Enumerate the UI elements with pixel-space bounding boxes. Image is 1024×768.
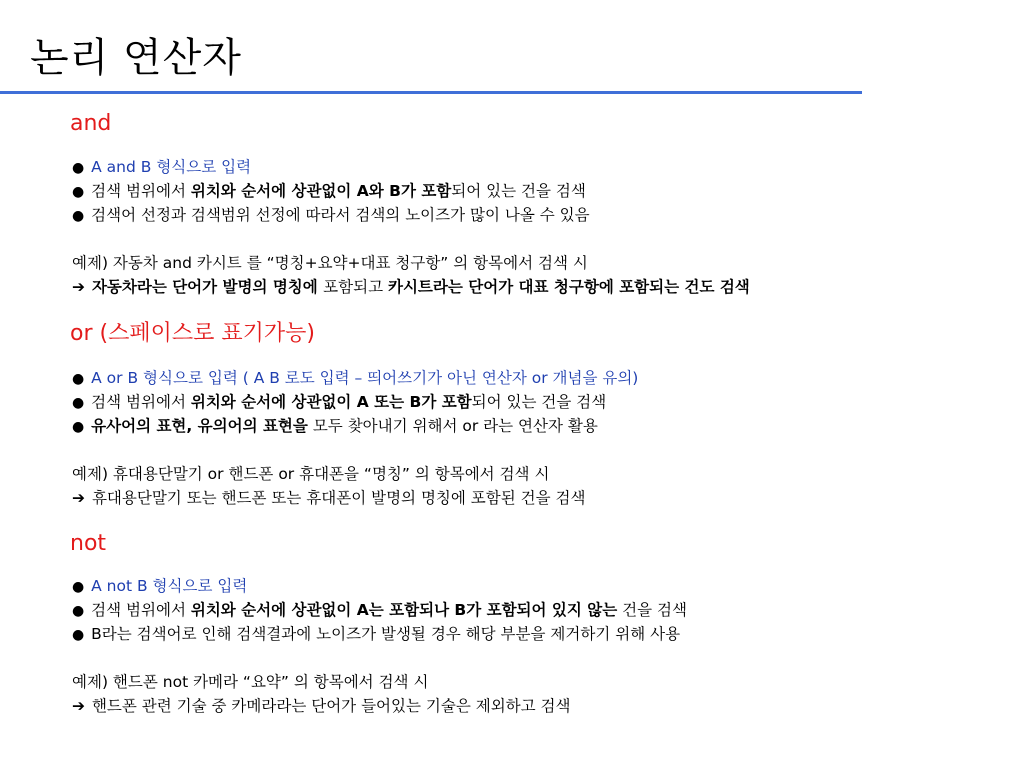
text-run: 검색 범위에서 bbox=[91, 393, 191, 411]
not-bullet-3 bbox=[72, 623, 680, 646]
or-bullet-3 bbox=[72, 415, 598, 438]
text-run: 검색 범위에서 bbox=[91, 182, 191, 200]
not-bullet-1-text: A not B 형식으로 입력 bbox=[91, 577, 248, 595]
text-run: 되어 있는 건을 검색 bbox=[451, 182, 586, 200]
or-bullet-1-text: A or B 형식으로 입력 ( A B 로도 입력 – 띄어쓰기가 아닌 연산자 or 개념을 유의) bbox=[91, 369, 639, 387]
and-bullet-1-text: A and B 형식으로 입력 bbox=[91, 158, 252, 176]
or-bullet-2 bbox=[72, 391, 606, 414]
and-bullet-1 bbox=[72, 156, 251, 179]
or-result bbox=[72, 487, 585, 509]
and-bullet-2 bbox=[72, 180, 586, 203]
not-result-text: 핸드폰 관련 기술 중 카메라라는 단어가 들어있는 기술은 제외하고 검색 bbox=[91, 697, 571, 715]
and-bullet-2-text bbox=[91, 182, 586, 200]
not-bullet-2 bbox=[72, 599, 687, 622]
or-example: 예제) 휴대용단말기 or 핸드폰 or 휴대폰을 “명칭” 의 항목에서 검색 시 bbox=[72, 465, 550, 483]
section-heading-not: not bbox=[70, 531, 107, 556]
bullet-icon: ● bbox=[72, 395, 85, 411]
slide-title: 논리 연산자 bbox=[30, 35, 242, 81]
bullet-icon: ● bbox=[72, 579, 85, 595]
and-bullet-3 bbox=[72, 204, 590, 227]
emphasis-text: 위치와 순서에 상관없이 A는 포함되나 B가 포함되어 있지 않는 bbox=[190, 601, 618, 619]
not-result bbox=[72, 695, 571, 717]
not-bullet-2-text bbox=[91, 601, 687, 619]
text-run: 포함되고 bbox=[323, 278, 388, 296]
or-bullet-3-text bbox=[91, 417, 598, 435]
bullet-icon: ● bbox=[72, 419, 85, 435]
text-run: 건을 검색 bbox=[617, 601, 687, 619]
and-example: 예제) 자동차 and 카시트 를 “명칭+요약+대표 청구항” 의 항목에서 검색 시 bbox=[72, 254, 588, 272]
and-result bbox=[72, 276, 750, 298]
emphasis-text: 위치와 순서에 상관없이 A 또는 B가 포함 bbox=[190, 393, 472, 411]
arrow-right-icon: ➔ bbox=[72, 278, 85, 296]
bullet-icon: ● bbox=[72, 160, 85, 176]
arrow-right-icon: ➔ bbox=[72, 489, 85, 507]
not-bullet-1 bbox=[72, 575, 247, 598]
bullet-icon: ● bbox=[72, 627, 85, 643]
section-heading-and: and bbox=[70, 111, 112, 136]
bullet-icon: ● bbox=[72, 371, 85, 387]
or-bullet-1 bbox=[72, 367, 638, 390]
text-run: 모두 찾아내기 위해서 or 라는 연산자 활용 bbox=[307, 417, 598, 435]
or-result-text: 휴대용단말기 또는 핸드폰 또는 휴대폰이 발명의 명칭에 포함된 건을 검색 bbox=[91, 489, 586, 507]
text-run: 되어 있는 건을 검색 bbox=[471, 393, 607, 411]
emphasis-text: 위치와 순서에 상관없이 A와 B가 포함 bbox=[190, 182, 452, 200]
and-result-text bbox=[92, 278, 750, 296]
and-bullet-3-text: 검색어 선정과 검색범위 선정에 따라서 검색의 노이즈가 많이 나올 수 있음 bbox=[91, 206, 590, 224]
text-run: 검색 범위에서 bbox=[91, 601, 191, 619]
not-example: 예제) 핸드폰 not 카메라 “요약” 의 항목에서 검색 시 bbox=[72, 673, 429, 691]
bullet-icon: ● bbox=[72, 603, 85, 619]
arrow-right-icon: ➔ bbox=[72, 697, 85, 715]
section-heading-or: or (스페이스로 표기가능) bbox=[70, 321, 315, 346]
bullet-icon: ● bbox=[72, 184, 85, 200]
emphasis-text: 자동차라는 단어가 발명의 명칭에 bbox=[91, 278, 324, 296]
emphasis-text: 카시트라는 단어가 대표 청구항에 포함되는 건도 검색 bbox=[387, 278, 750, 296]
bullet-icon: ● bbox=[72, 208, 85, 224]
emphasis-text: 유사어의 표현, 유의어의 표현을 bbox=[91, 417, 308, 435]
title-underline bbox=[0, 91, 862, 94]
not-bullet-3-text: B라는 검색어로 인해 검색결과에 노이즈가 발생될 경우 해당 부분을 제거하기 위해 사용 bbox=[91, 625, 681, 643]
or-bullet-2-text bbox=[91, 393, 606, 411]
